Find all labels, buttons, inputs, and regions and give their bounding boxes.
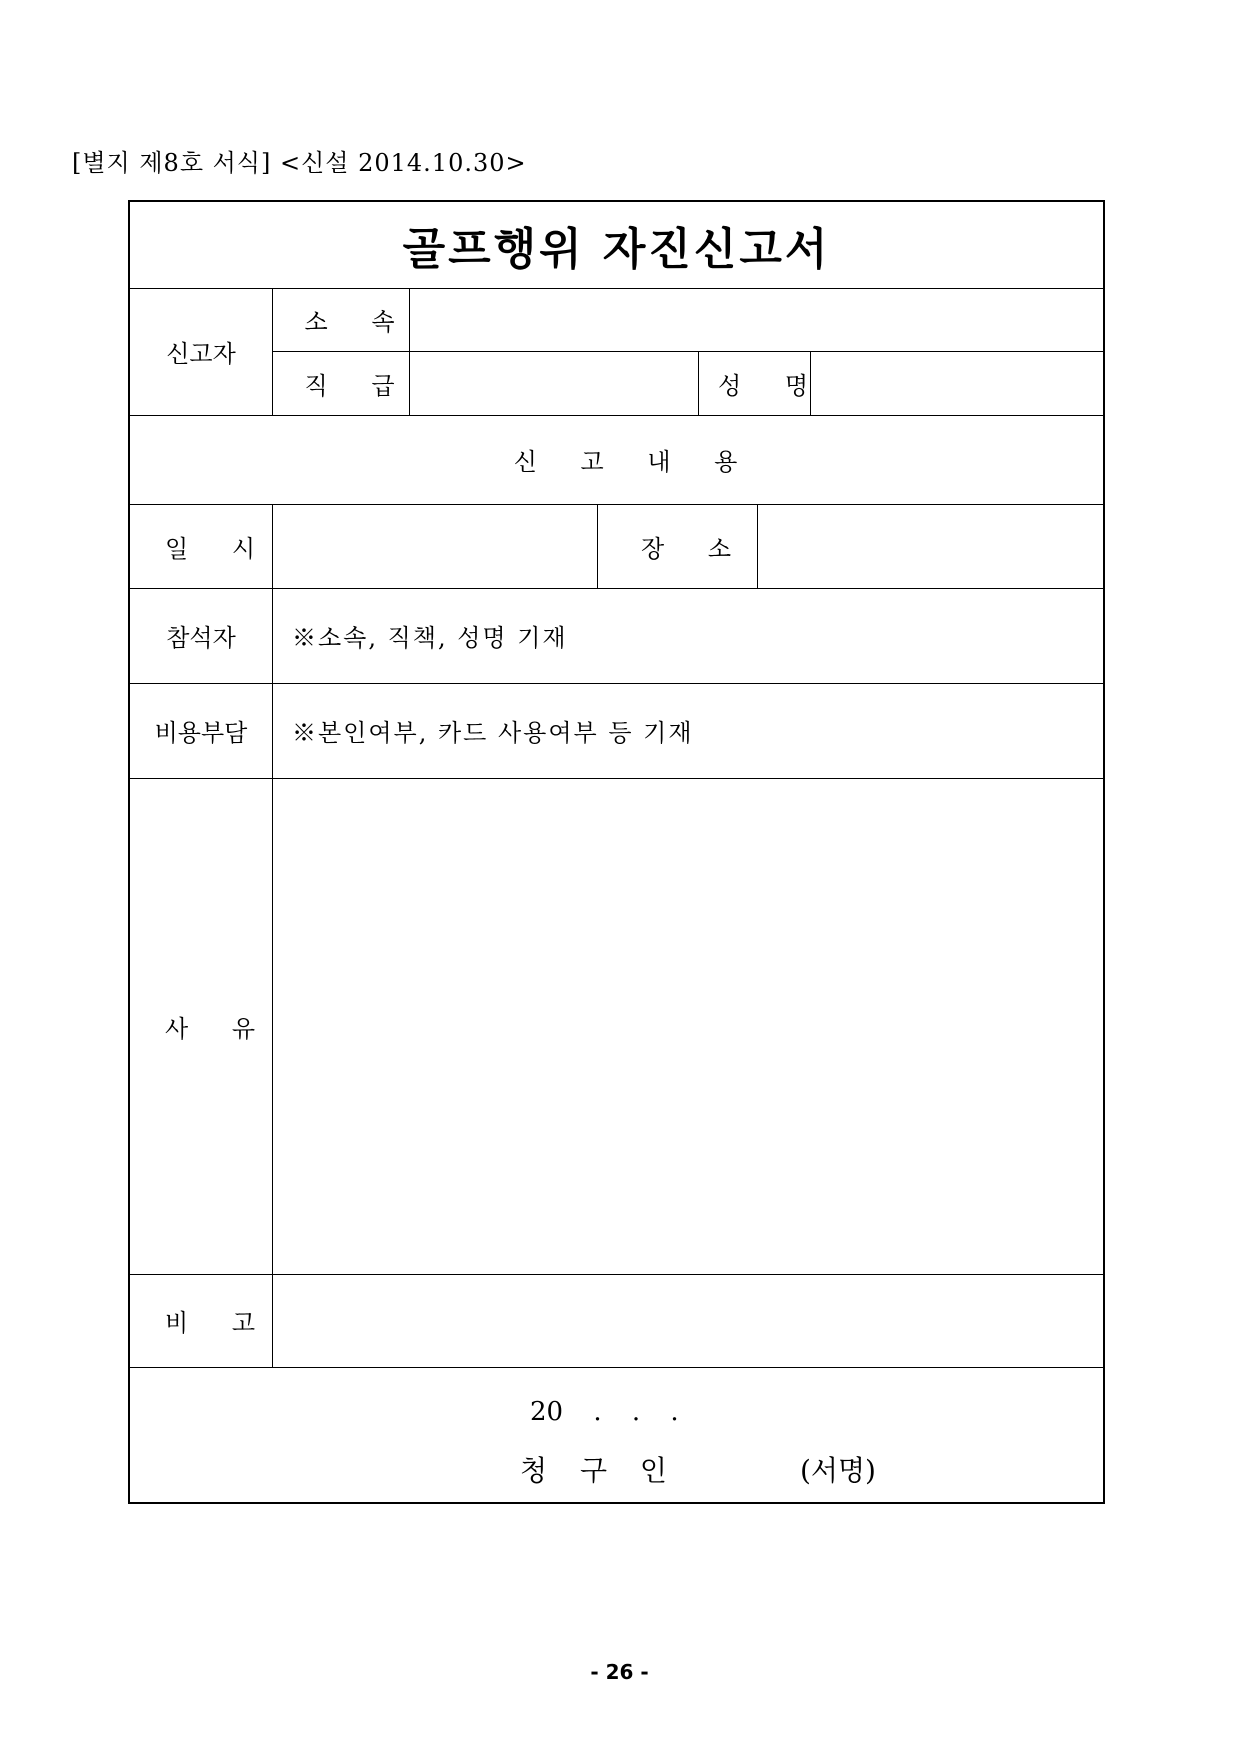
affiliation-label: 소 속 xyxy=(304,308,413,336)
page-number: - 26 - xyxy=(590,1660,649,1684)
reporter-label: 신고자 xyxy=(166,340,236,368)
remarks-field[interactable] xyxy=(272,1274,1103,1367)
name-field[interactable] xyxy=(810,351,1103,415)
form-title: 골프행위 자진신고서 xyxy=(402,224,831,275)
attendees-label: 참석자 xyxy=(166,624,236,652)
self-report-form xyxy=(128,200,1105,1504)
divider xyxy=(130,1367,1103,1368)
reason-field[interactable] xyxy=(272,778,1103,1274)
reason-label: 사 유 xyxy=(165,1014,273,1043)
place-field[interactable] xyxy=(757,504,1103,588)
form-reference-note: [별지 제8호 서식] <신설 2014.10.30> xyxy=(72,149,527,177)
signature-field[interactable]: (서명) xyxy=(800,1454,876,1487)
cost-bearer-field[interactable]: ※본인여부, 카드 사용여부 등 기재 xyxy=(292,719,694,747)
remarks-label: 비 고 xyxy=(165,1309,273,1337)
rank-label: 직 급 xyxy=(304,371,413,400)
cost-bearer-label: 비용부담 xyxy=(154,719,248,747)
date-line: 20 . . . xyxy=(530,1397,679,1427)
report-content-heading: 신 고 내 용 xyxy=(513,448,756,476)
name-label: 성 명 xyxy=(718,371,826,400)
datetime-field[interactable] xyxy=(272,504,597,588)
rank-field[interactable] xyxy=(409,351,698,415)
affiliation-field[interactable] xyxy=(409,288,1103,351)
attendees-field[interactable]: ※소속, 직책, 성명 기재 xyxy=(292,624,568,652)
claimant-label: 청 구 인 xyxy=(520,1454,673,1487)
place-label: 장 소 xyxy=(641,534,749,563)
datetime-label: 일 시 xyxy=(165,534,273,563)
